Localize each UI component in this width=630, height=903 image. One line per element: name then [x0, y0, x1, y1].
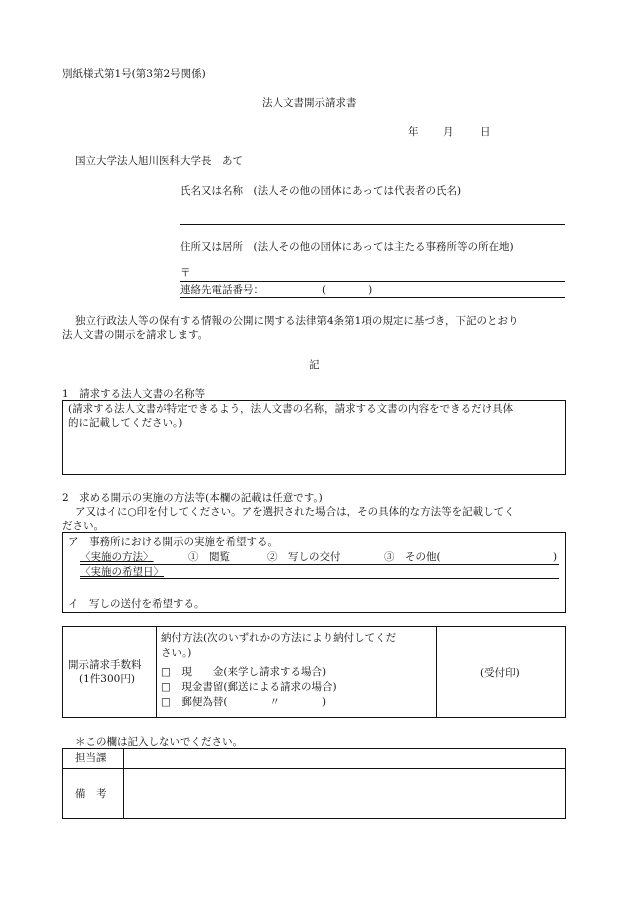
fee-amount: (1件300円) — [79, 673, 135, 685]
address-label: 住所又は居所 (法人その他の団体にあっては主たる事務所等の所在地) — [180, 241, 514, 253]
form-reference: 別紙様式第1号(第3第2号関係) — [62, 68, 206, 80]
department-label: 担当課 — [75, 752, 107, 764]
office-use-note: ＊この欄は記入しないでください。 — [75, 736, 243, 748]
name-line[interactable] — [180, 224, 565, 225]
intro-line-2: 法人文書の開示を請求します。 — [62, 329, 209, 341]
addressee: 国立大学法人旭川医科大学長 あて — [75, 155, 243, 167]
document-name-note-1: (請求する法人文書が特定できるよう，法人文書の名称，請求する文書の内容をできるだけ具体 — [68, 403, 514, 415]
intro-line-1: 独立行政法人等の保有する情報の公開に関する法律第4条第1項の規定に基づき，下記のとおり — [75, 315, 519, 327]
page-title: 法人文書開示請求書 — [262, 97, 357, 109]
option-b[interactable]: イ 写しの送付を希望する。 — [68, 598, 205, 610]
option-a[interactable]: ア 事務所における開示の実施を希望する。 — [68, 536, 278, 548]
payment-option-postal-order[interactable]: □ 郵便為替( 〃 ) — [161, 696, 327, 708]
name-label: 氏名又は名称 (法人その他の団体にあっては代表者の氏名) — [180, 185, 462, 197]
section-2-instruction-2: ださい。 — [62, 520, 104, 532]
remarks-label: 備 考 — [75, 788, 107, 800]
desired-date-label: 〈実施の希望日〉 — [80, 566, 164, 578]
address-line[interactable] — [180, 281, 565, 282]
phone-line[interactable] — [180, 297, 565, 298]
payment-method-label-2: さい。) — [161, 647, 192, 659]
section-2-heading: 2 求める開示の実施の方法等(本欄の記載は任意です。) — [62, 492, 323, 504]
desired-date-line[interactable] — [80, 578, 559, 579]
method-inspection[interactable]: ① 閲覧 — [188, 551, 230, 563]
phone-parens: ( ) — [322, 284, 373, 296]
receipt-stamp-label: (受付印) — [480, 667, 520, 679]
ki-marker: 記 — [309, 359, 320, 371]
date-day: 日 — [480, 126, 491, 138]
fee-table-divider-2 — [436, 626, 437, 718]
payment-option-registered-mail[interactable]: □ 現金書留(郵送による請求の場合) — [161, 681, 337, 693]
document-name-note-2: 的に記載してください。) — [68, 417, 183, 429]
office-table-col-divider — [123, 748, 124, 819]
fee-label: 開示請求手数料 — [68, 659, 142, 671]
method-label: 〈実施の方法〉 — [80, 551, 154, 563]
payment-method-label-1: 納付方法(次のいずれかの方法により納付してくだ — [161, 632, 397, 644]
method-other-close: ) — [553, 551, 558, 563]
office-table-row-divider — [62, 768, 566, 769]
section-1-heading: 1 請求する法人文書の名称等 — [62, 388, 206, 400]
method-copy-delivery[interactable]: ② 写しの交付 — [267, 551, 341, 563]
phone-label: 連絡先電話番号： — [180, 284, 264, 296]
postal-mark: 〒 — [180, 267, 191, 279]
method-other[interactable]: ③ その他( — [384, 551, 441, 563]
date-month: 月 — [443, 126, 454, 138]
fee-table-divider-1 — [156, 626, 157, 718]
section-2-instruction-1: ア又はイに○印を付してください。アを選択された場合は，その具体的な方法等を記載してく — [75, 506, 515, 518]
payment-option-cash[interactable]: □ 現 金(来学し請求する場合) — [161, 666, 327, 678]
date-year: 年 — [408, 126, 419, 138]
office-use-table — [62, 748, 566, 819]
